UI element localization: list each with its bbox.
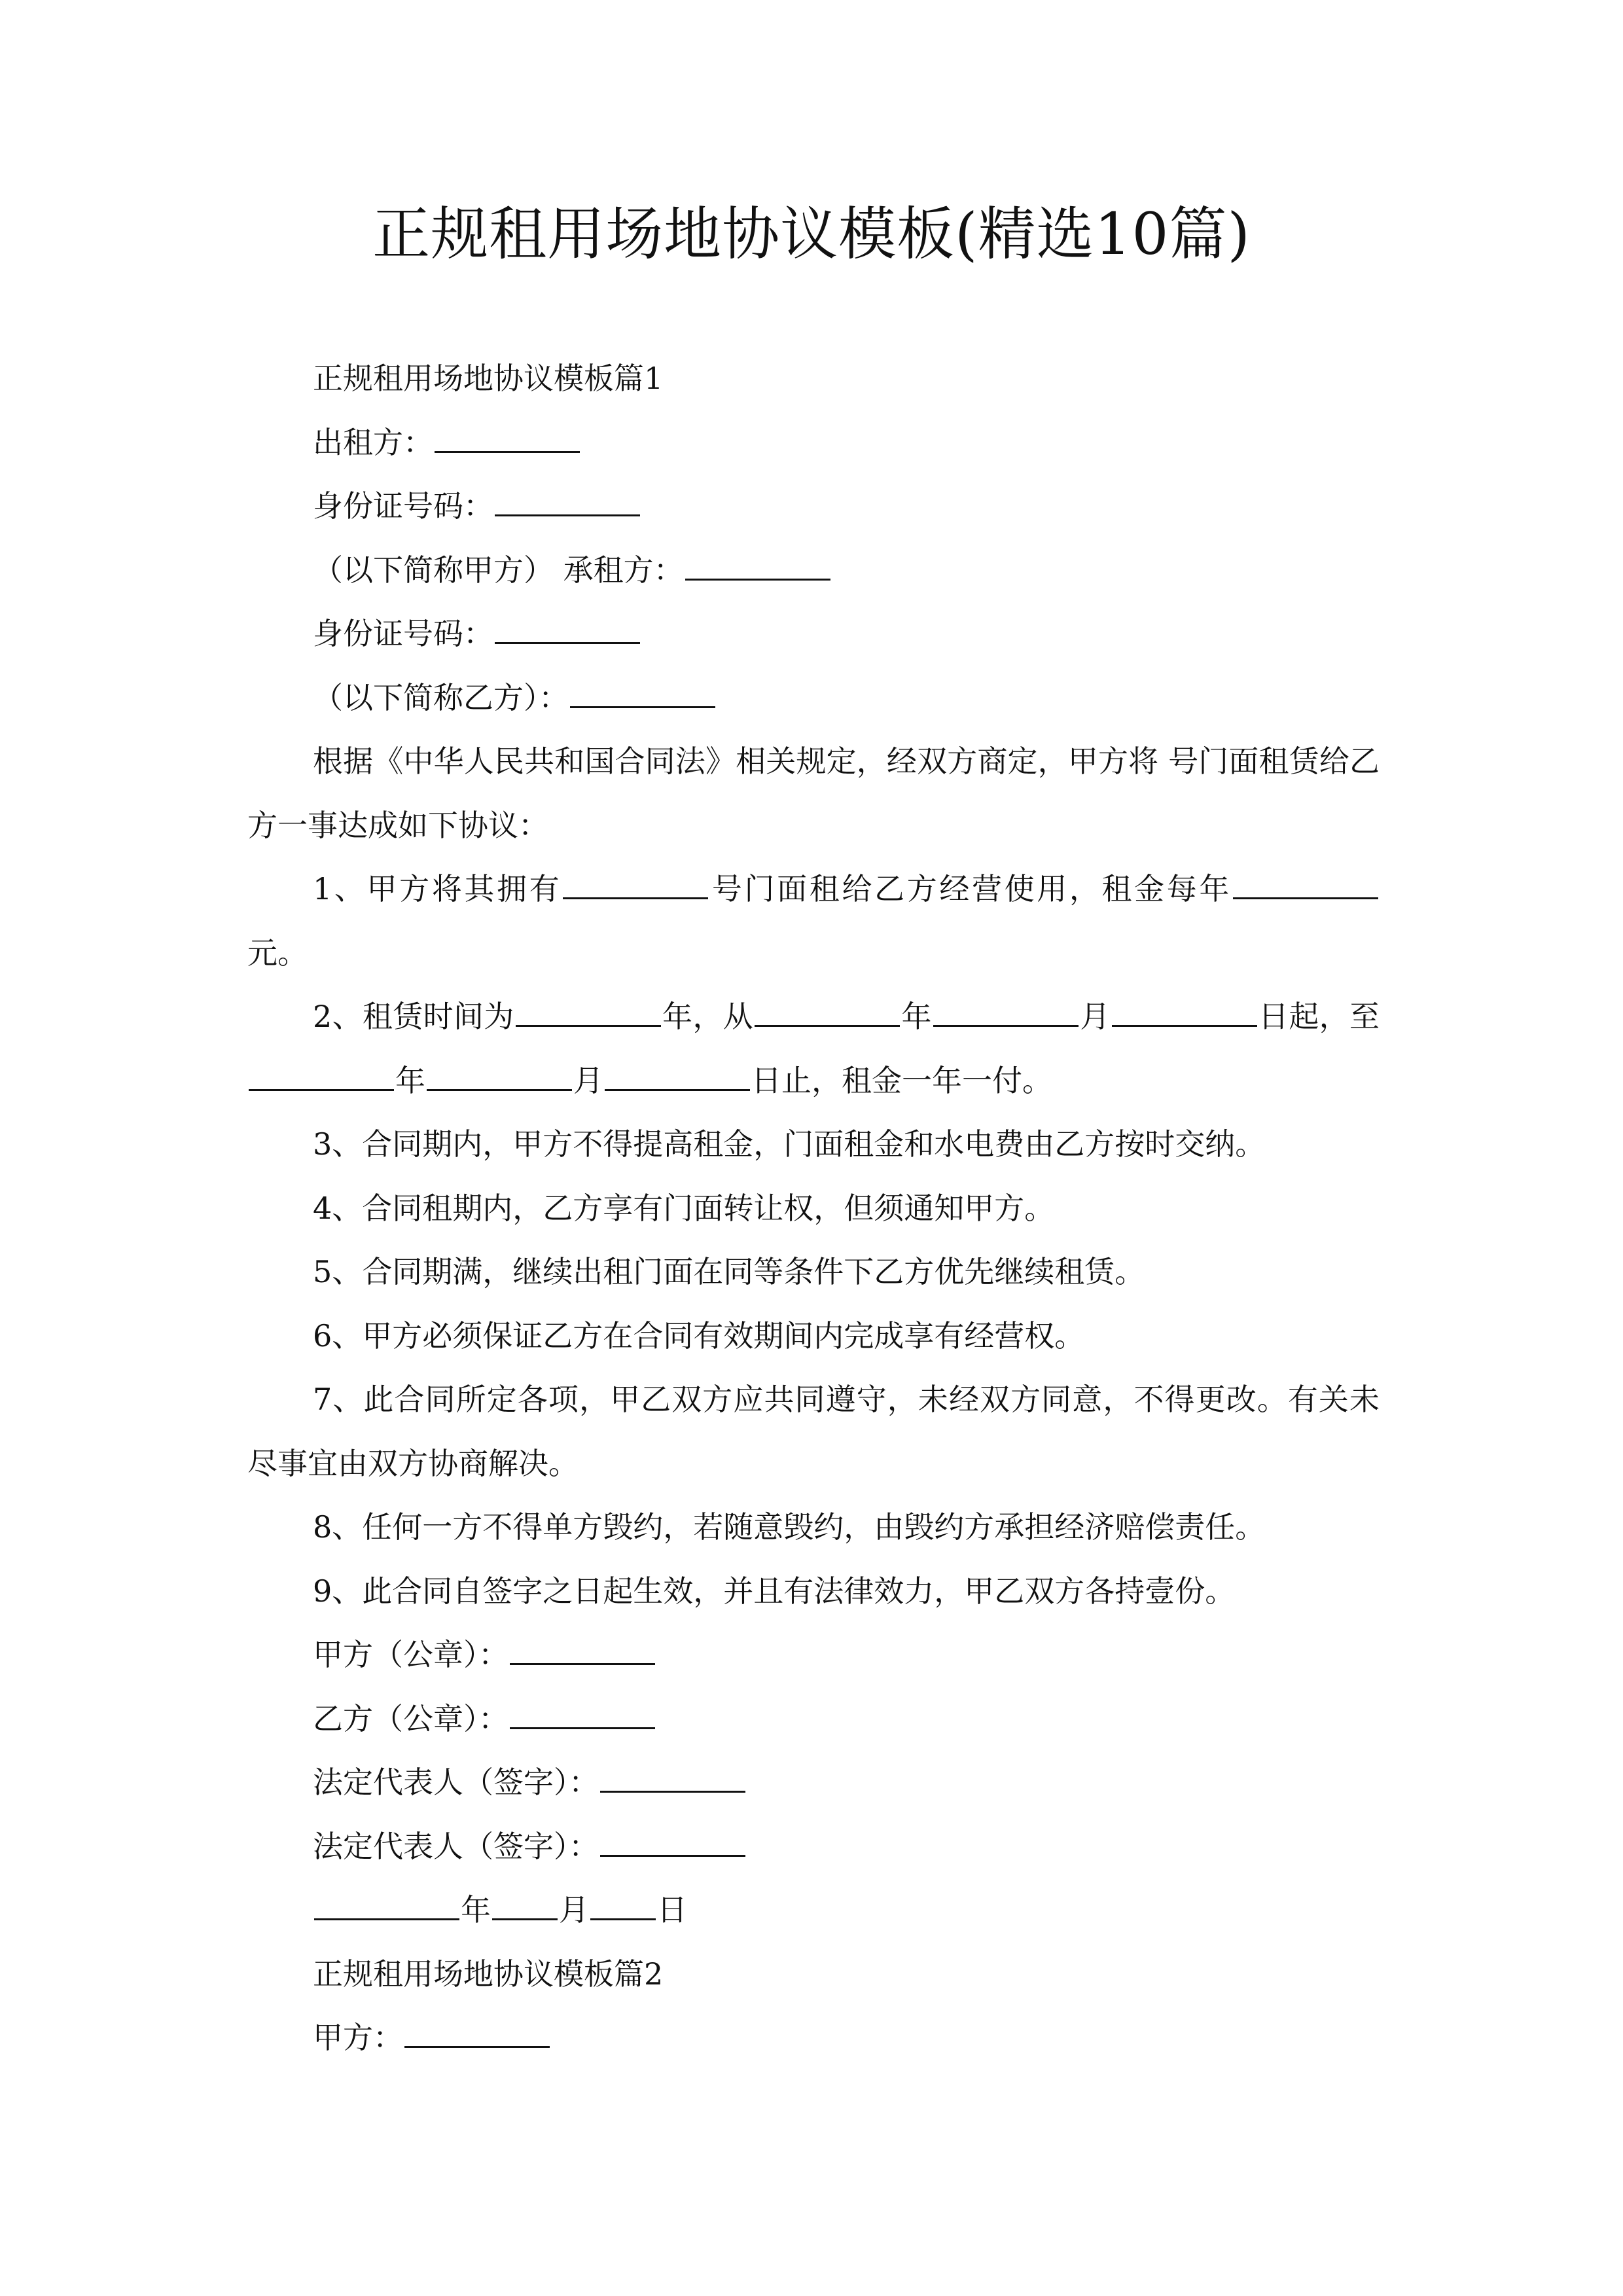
clause-1-text-a: 1、甲方将其拥有 xyxy=(313,871,562,906)
clause-9: 9、此合同自签字之日起生效，并且有法律效力，甲乙双方各持壹份。 xyxy=(313,1573,1236,1609)
legal-rep-label: 法定代表人（签字）： xyxy=(313,1765,599,1800)
clause-2-text: 至 xyxy=(1349,999,1380,1034)
day-label: 日 xyxy=(657,1892,687,1928)
annual-rent-blank[interactable] xyxy=(1233,871,1378,899)
clause-4: 4、合同租期内，乙方享有门面转让权，但须通知甲方。 xyxy=(313,1190,1055,1226)
clause-2-text: 年，从 xyxy=(662,999,754,1034)
section-heading-1: 正规租用场地协议模板篇1 xyxy=(313,361,664,396)
clause-6: 6、甲方必须保证乙方在合同有效期间内完成享有经营权。 xyxy=(313,1318,1085,1354)
end-day-blank[interactable] xyxy=(605,1063,750,1091)
document-body xyxy=(247,347,1380,2070)
id-label: 身份证号码： xyxy=(313,488,493,524)
id-label: 身份证号码： xyxy=(313,616,493,651)
legal-rep-2-blank[interactable] xyxy=(600,1829,745,1857)
party-a-note: （以下简称甲方） xyxy=(313,552,554,588)
lessor-label: 出租方： xyxy=(313,424,433,460)
lessee-id-blank[interactable] xyxy=(495,616,640,644)
clause-2 xyxy=(247,985,1380,1113)
clause-2-text: 月 xyxy=(1079,999,1111,1034)
legal-rep-1-blank[interactable] xyxy=(600,1765,745,1793)
party-a-seal-line xyxy=(247,1623,1380,1687)
date-month-blank[interactable] xyxy=(492,1892,558,1920)
clause-8: 8、任何一方不得单方毁约，若随意毁约，由毁约方承担经济赔偿责任。 xyxy=(313,1509,1266,1545)
lease-years-blank[interactable] xyxy=(516,999,661,1027)
legal-rep-2-line xyxy=(247,1815,1380,1879)
clause-2-text: 月 xyxy=(573,1062,603,1098)
section-heading-2: 正规租用场地协议模板篇2 xyxy=(313,1956,664,1992)
clause-7: 7、此合同所定各项，甲乙双方应共同遵守，未经双方同意，不得更改。有关未尽事宜由双方协商解决。 xyxy=(247,1382,1380,1481)
lessee-blank[interactable] xyxy=(685,552,830,581)
preamble-paragraph: 根据《中华人民共和国合同法》相关规定，经双方商定，甲方将 号门面租赁给乙方一事达成如下协议： xyxy=(247,744,1380,843)
shop-number-blank[interactable] xyxy=(563,871,708,899)
start-year-blank[interactable] xyxy=(755,999,900,1027)
clause-3: 3、合同期内，甲方不得提高租金，门面租金和水电费由乙方按时交纳。 xyxy=(313,1126,1266,1162)
party-a-seal-blank[interactable] xyxy=(510,1637,655,1665)
clause-1-text-c: 元。 xyxy=(247,935,308,971)
party-b-blank[interactable] xyxy=(570,680,715,708)
year-label: 年 xyxy=(461,1892,491,1928)
party-b-seal-label: 乙方（公章）： xyxy=(313,1700,508,1736)
lessee-id-line xyxy=(247,602,1380,666)
end-month-blank[interactable] xyxy=(427,1063,572,1091)
party-b-line xyxy=(247,666,1380,730)
date-line xyxy=(247,1878,1380,1943)
clause-2-text: 2、租赁时间为 xyxy=(313,999,514,1034)
clause-2-text: 日止，租金一年一付。 xyxy=(751,1062,1052,1098)
party-b-note: （以下简称乙方）： xyxy=(313,679,569,715)
lessee-label: 承租方： xyxy=(563,552,684,588)
clause-2-text: 日起， xyxy=(1258,999,1350,1034)
party-b-seal-line xyxy=(247,1687,1380,1751)
lessee-line xyxy=(247,539,1380,603)
party-a-seal-label: 甲方（公章）： xyxy=(313,1637,508,1672)
date-year-blank[interactable] xyxy=(314,1892,459,1920)
lessor-line xyxy=(247,411,1380,475)
clause-1-text-b: 号门面租给乙方经营使用，租金每年 xyxy=(709,871,1232,906)
end-year-blank[interactable] xyxy=(249,1063,394,1091)
section-2-party-a-blank[interactable] xyxy=(404,2020,550,2048)
start-day-blank[interactable] xyxy=(1112,999,1257,1027)
start-month-blank[interactable] xyxy=(933,999,1079,1027)
legal-rep-label: 法定代表人（签字）： xyxy=(313,1828,599,1864)
month-label: 月 xyxy=(559,1892,589,1928)
document-title: 正规租用场地协议模板(精选10篇) xyxy=(372,200,1251,268)
date-day-blank[interactable] xyxy=(590,1892,656,1920)
lessor-id-blank[interactable] xyxy=(495,488,640,516)
clause-2-text: 年 xyxy=(395,1062,425,1098)
lessor-id-line xyxy=(247,475,1380,539)
lessor-blank[interactable] xyxy=(435,425,580,453)
party-b-seal-blank[interactable] xyxy=(510,1701,655,1729)
legal-rep-1-line xyxy=(247,1751,1380,1815)
clause-5: 5、合同期满，继续出租门面在同等条件下乙方优先继续租赁。 xyxy=(313,1254,1145,1289)
clause-1 xyxy=(247,857,1380,985)
section-2-party-a-line xyxy=(247,2006,1380,2070)
clause-2-text: 年 xyxy=(901,999,932,1034)
party-a-label: 甲方： xyxy=(313,2020,403,2055)
